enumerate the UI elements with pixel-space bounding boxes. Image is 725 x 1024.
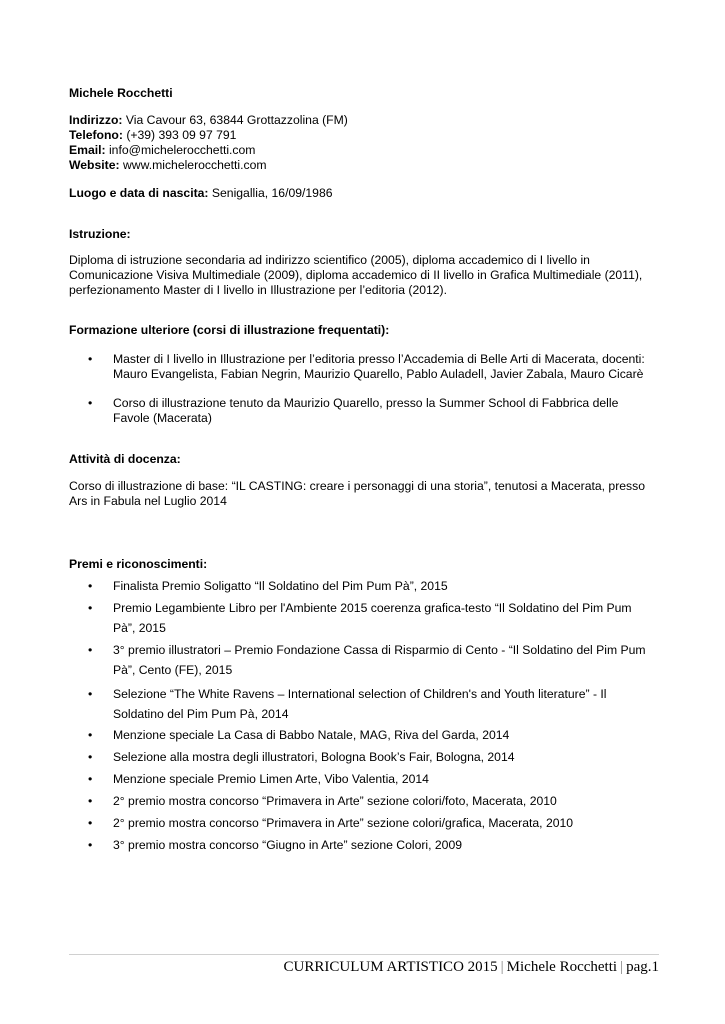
education-line: perfezionamento Master di I livello in Illustrazione per l’editoria (2012).: [69, 283, 447, 297]
bullet-icon: •: [88, 579, 93, 593]
birth-row: [69, 186, 659, 201]
education-text: [69, 253, 659, 298]
website-value: www.michelerocchetti.com: [122, 158, 267, 172]
bullet-icon: •: [88, 728, 93, 742]
education-heading: Istruzione:: [69, 227, 131, 241]
bullet-icon: •: [88, 687, 93, 701]
bullet-icon: •: [88, 794, 93, 808]
bullet-icon: •: [88, 750, 93, 764]
education-line: Diploma di istruzione secondaria ad indirizzo scientifico (2005), diploma accademico di I livello in: [69, 253, 590, 267]
teaching-line: Corso di illustrazione di base: “IL CASTING: creare i personaggi di una storia”, tenutosi a Macerata, presso: [69, 479, 646, 493]
education-line: Comunicazione Visiva Multimediale (2009), diploma accademico di II livello in Grafica Multimediale (2011),: [69, 268, 643, 282]
footer-divider: [69, 954, 659, 955]
address-row: [69, 113, 659, 128]
email-label: Email:: [69, 143, 106, 157]
bullet-icon: •: [88, 352, 93, 366]
email-value: info@michelerocchetti.com: [108, 143, 256, 157]
bullet-icon: •: [88, 816, 93, 830]
page-number: pag.1: [626, 959, 659, 975]
birth-value: Senigallia, 16/09/1986: [211, 186, 333, 200]
bullet-icon: •: [88, 838, 93, 852]
phone-label: Telefono:: [69, 128, 123, 142]
document-page: Michele Rocchetti Indirizzo: Via Cavour 63, 63844 Grottazzolina (FM) Telefono: (+39) 393 09 97 791 Email: info@michelerocchetti.com Website: www.michelerocchetti.com Luogo e data di nascita: Senigallia, 16/09/1986 Istruzione: Diploma di istruzione secondaria ad indirizzo scientifico (2005), diploma accademico di I livello in Comunicazione Visiva Multimediale (2009), diploma accademico di II livello in Grafica Multimediale (2011), perfezionamento Master di I livello in Illustrazione per l’editoria (2012). Formazione ulteriore (corsi di illustrazione frequentati): • Master di I livello in Illustrazione per l’editoria presso l’Accademia di Belle Arti di Macerata, docenti: Mauro Evangelista, Fabian Negrin, Maurizio Quarello, Pablo Auladell, Javier Zabala, Mauro Cicarè • Corso di illustrazione tenuto da Maurizio Quarello, presso la Summer School di Fabbrica delle Favole (Macerata) Attività di docenza: Corso di illustrazione di base: “IL CASTING: creare i personaggi di una storia”, tenutosi a Macerata, presso Ars in Fabula nel Luglio 2014 Premi e riconoscimenti: • Finalista Premio Soligatto “Il Soldatino del Pim Pum Pà”, 2015 • Premio Legambiente Libro per l'Ambiente 2015 coerenza grafica-testo “Il Soldatino del Pim Pum Pà”, 2015 • 3° premio illustratori – Premio Fondazione Cassa di Risparmio di Cento - “Il Soldatino del Pim Pum Pà”, Cento (FE), 2015 • Selezione “The White Ravens – International selection of Children's and Youth literature” - Il Soldatino del Pim Pum Pà, 2014 • Menzione speciale La Casa di Babbo Natale, MAG, Riva del Garda, 2014 • Selezione alla mostra degli illustratori, Bologna Book’s Fair, Bologna, 2014 • Menzione speciale Premio Limen Arte, Vibo Valentia, 2014 • 2° premio mostra concorso “Primavera in Arte” sezione colori/foto, Macerata, 2010 • 2° premio mostra concorso “Primavera in Arte” sezione colori/grafica, Macerata, 2010 • 3° premio mostra concorso “Giugno in Arte” sezione Colori, 2009 CURRICULUM ARTISTICO 2015 | Michele Rocchetti | pag.1: [69, 86, 659, 975]
person-name: Michele Rocchetti: [69, 86, 173, 100]
training-heading: Formazione ulteriore (corsi di illustrazione frequentati):: [69, 323, 390, 337]
website-label: Website:: [69, 158, 120, 172]
address-label: Indirizzo:: [69, 113, 123, 127]
website-row: [69, 158, 659, 173]
teaching-text: [69, 479, 659, 509]
page-footer: [284, 958, 659, 976]
phone-value: (+39) 393 09 97 791: [126, 128, 237, 142]
footer-title: CURRICULUM ARTISTICO 2015: [283, 959, 498, 975]
footer-separator: |: [500, 959, 504, 975]
teaching-heading: Attività di docenza:: [69, 452, 181, 466]
bullet-icon: •: [88, 772, 93, 786]
address-value: Via Cavour 63, 63844 Grottazzolina (FM): [125, 113, 348, 127]
teaching-line: Ars in Fabula nel Luglio 2014: [69, 494, 227, 508]
bullet-icon: •: [88, 396, 93, 410]
footer-author: Michele Rocchetti: [506, 959, 618, 975]
bullet-icon: •: [88, 601, 93, 615]
contact-block: [69, 113, 659, 173]
bullet-icon: •: [88, 643, 93, 657]
awards-heading: Premi e riconoscimenti:: [69, 557, 208, 571]
phone-row: [69, 128, 659, 143]
birth-label: Luogo e data di nascita:: [69, 186, 209, 200]
email-row: [69, 143, 659, 158]
footer-separator: |: [620, 959, 624, 975]
